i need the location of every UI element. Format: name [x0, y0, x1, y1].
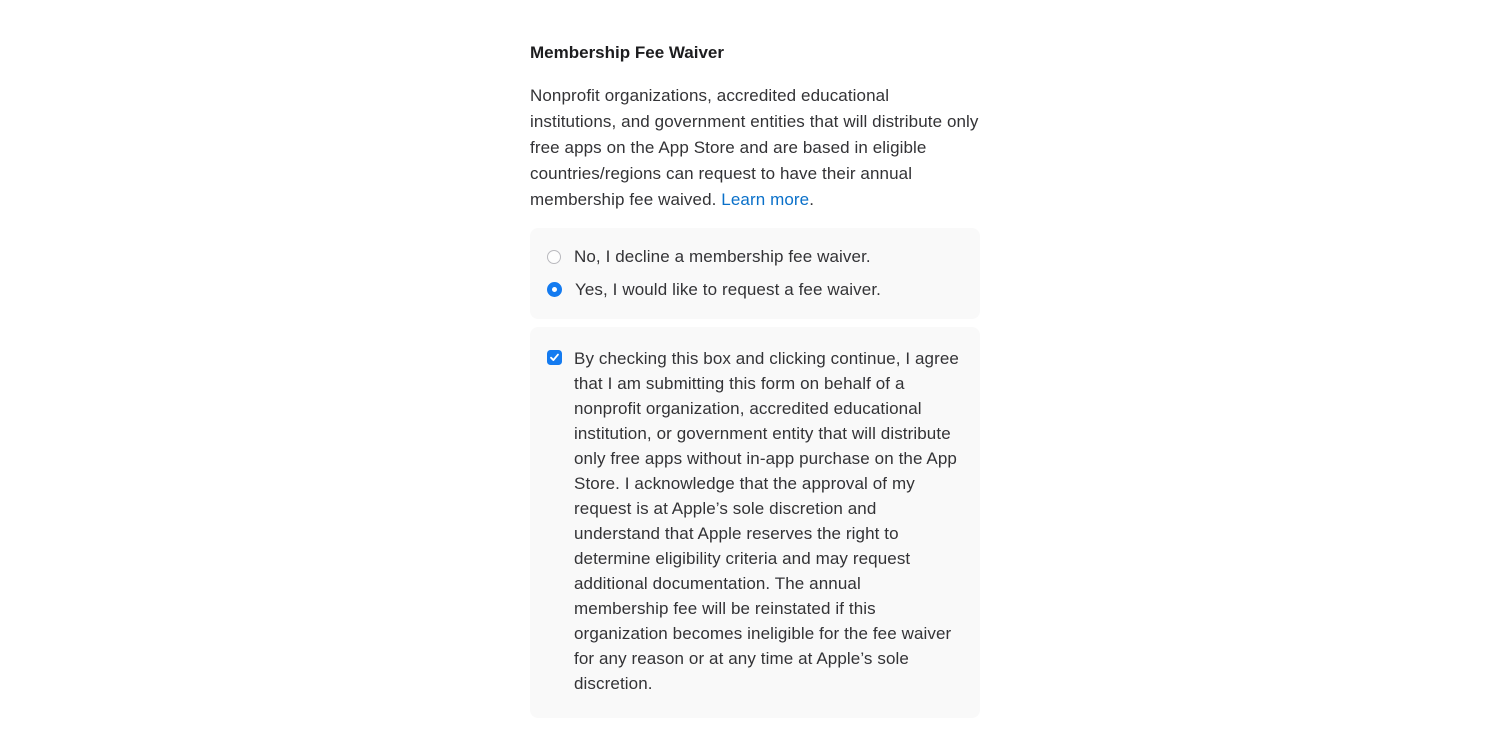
radio-button-icon[interactable] [547, 282, 562, 297]
radio-option-label: Yes, I would like to request a fee waiver. [575, 280, 881, 299]
check-icon [549, 352, 560, 363]
fee-waiver-section [530, 43, 980, 718]
agreement-label: By checking this box and clicking continue, I agree that I am submitting this form on behalf of a nonprofit organization, accredited educational institution, or government entity that will distribute only free apps without in-app purchase on the App Store. I acknowledge that the approval of my request is at Apple’s sole discretion and understand that Apple reserves the right to determine eligibility criteria and may request additional documentation. The annual membership fee will be reinstated if this organization becomes ineligible for the fee waiver for any reason or at any time at Apple’s sole discretion. [574, 349, 959, 693]
intro-period: . [809, 190, 815, 209]
fee-waiver-radio-group [530, 228, 980, 319]
radio-dot [552, 287, 557, 292]
page-title: Membership Fee Waiver [530, 43, 724, 62]
intro-paragraph [530, 83, 980, 213]
radio-option-request-waiver[interactable] [547, 273, 960, 306]
radio-option-label: No, I decline a membership fee waiver. [574, 247, 871, 266]
agreement-checkbox[interactable] [547, 350, 562, 365]
radio-button-icon[interactable] [547, 250, 561, 264]
learn-more-link[interactable]: Learn more [721, 190, 810, 209]
agreement-panel [530, 327, 980, 718]
radio-option-decline-waiver[interactable] [547, 240, 960, 273]
intro-text: Nonprofit organizations, accredited educational institutions, and government entities that will distribute only free apps on the App Store and are based in eligible countries/regions can request to have their annual membership fee waived. [530, 86, 979, 209]
